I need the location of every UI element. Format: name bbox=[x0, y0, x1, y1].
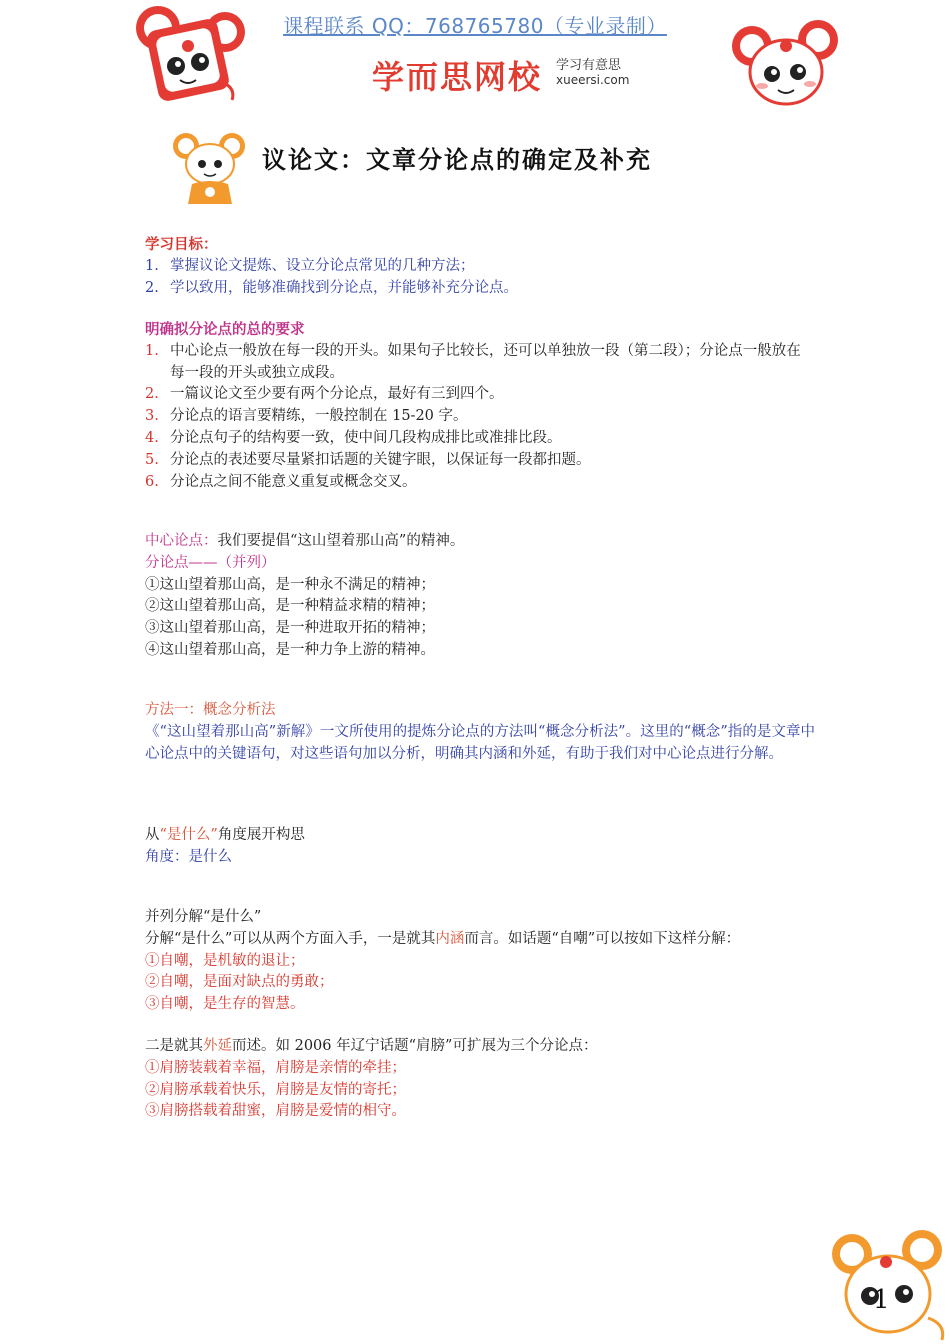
goals-section bbox=[145, 234, 815, 299]
extension-intro: 二是就其外延而述。如 2006 年辽宁话题“肩膀”可扩展为三个分论点： bbox=[145, 1038, 598, 1054]
requirement-item: 5. 分论点的表述要尽量紧扣话题的关键字眼，以保证每一段都扣题。 bbox=[145, 451, 591, 468]
header-contact: 课程联系 QQ：768765780（专业录制） bbox=[283, 14, 667, 38]
decompose-heading: 并列分解“是什么” bbox=[145, 909, 262, 925]
extension-section bbox=[145, 1036, 815, 1123]
requirement-item: 2. 一篇议论文至少要有两个分论点，最好有三到四个。 bbox=[145, 386, 504, 403]
extension-item: ①肩膀装载着幸福，肩膀是亲情的牵挂； bbox=[145, 1059, 406, 1076]
goal-item: 1. 掌握议论文提炼、设立分论点常见的几种方法； bbox=[145, 257, 475, 274]
method-section bbox=[145, 700, 815, 765]
brand-site: xueersi.com bbox=[556, 73, 630, 87]
sub-point: ①这山望着那山高，是一种永不满足的精神； bbox=[145, 576, 435, 593]
extension-item: ③肩膀搭载着甜蜜，肩膀是爱情的相守。 bbox=[145, 1103, 406, 1120]
mascot-title bbox=[170, 128, 252, 208]
sub-point: ②这山望着那山高，是一种精益求精的精神； bbox=[145, 598, 435, 615]
decompose-item: ①自嘲，是机敏的退让； bbox=[145, 952, 305, 969]
extension-item: ②肩膀承载着快乐，肩膀是友情的寄托； bbox=[145, 1081, 406, 1098]
goals-heading: 学习目标： bbox=[145, 236, 218, 253]
method-heading: 方法一：概念分析法 bbox=[145, 702, 276, 718]
goal-item: 2. 学以致用，能够准确找到分论点，并能够补充分论点。 bbox=[145, 279, 518, 296]
center-thesis: 中心论点：我们要提倡“这山望着那山高”的精神。 bbox=[145, 533, 465, 549]
decompose-intro: 分解“是什么”可以从两个方面入手，一是就其内涵而言。如话题“自嘲”可以按如下这样分解： bbox=[145, 930, 741, 947]
what-line: 从“是什么”角度展开构思 bbox=[145, 827, 305, 843]
page-number: 1 bbox=[873, 1285, 890, 1315]
sub-thesis-label: 分论点——（并列） bbox=[145, 554, 276, 571]
requirement-item: 4. 分论点句子的结构要一致，使中间几段构成排比或准排比段。 bbox=[145, 429, 562, 446]
requirement-item: 1. 中心论点一般放在每一段的开头。如果句子比较长，还可以单独放一段（第二段）；分论点一般放在每一段的开头或独立成段。 bbox=[145, 342, 801, 381]
requirement-item: 6. 分论点之间不能意义重复或概念交叉。 bbox=[145, 473, 417, 490]
example-section bbox=[145, 531, 815, 662]
brand-name: 学而思网校 bbox=[372, 58, 543, 96]
requirement-item: 3. 分论点的语言要精练，一般控制在 15-20 字。 bbox=[145, 408, 468, 425]
requirements-section bbox=[145, 319, 815, 493]
decompose-item: ③自嘲，是生存的智慧。 bbox=[145, 996, 305, 1013]
what-section bbox=[145, 825, 815, 869]
requirements-heading: 明确拟分论点的总的要求 bbox=[145, 321, 305, 338]
sub-point: ③这山望着那山高，是一种进取开拓的精神； bbox=[145, 620, 435, 637]
decompose-item: ②自嘲，是面对缺点的勇敢； bbox=[145, 974, 334, 991]
angle-line: 角度：是什么 bbox=[145, 848, 232, 865]
decompose-section bbox=[145, 907, 815, 1016]
page-title: 议论文：文章分论点的确定及补充 bbox=[262, 145, 652, 174]
sub-point: ④这山望着那山高，是一种力争上游的精神。 bbox=[145, 641, 435, 658]
brand-slogan: 学习有意思 bbox=[556, 58, 622, 73]
brand-tagline bbox=[556, 58, 629, 88]
method-text: 《“这山望着那山高”新解》一文所使用的提炼分论点的方法叫“概念分析法”。这里的“概念”指的是文章中心论点中的关键语句，对这些语句加以分析，明确其内涵和外延，有助于我们对中心论点进行分解。 bbox=[145, 723, 815, 762]
